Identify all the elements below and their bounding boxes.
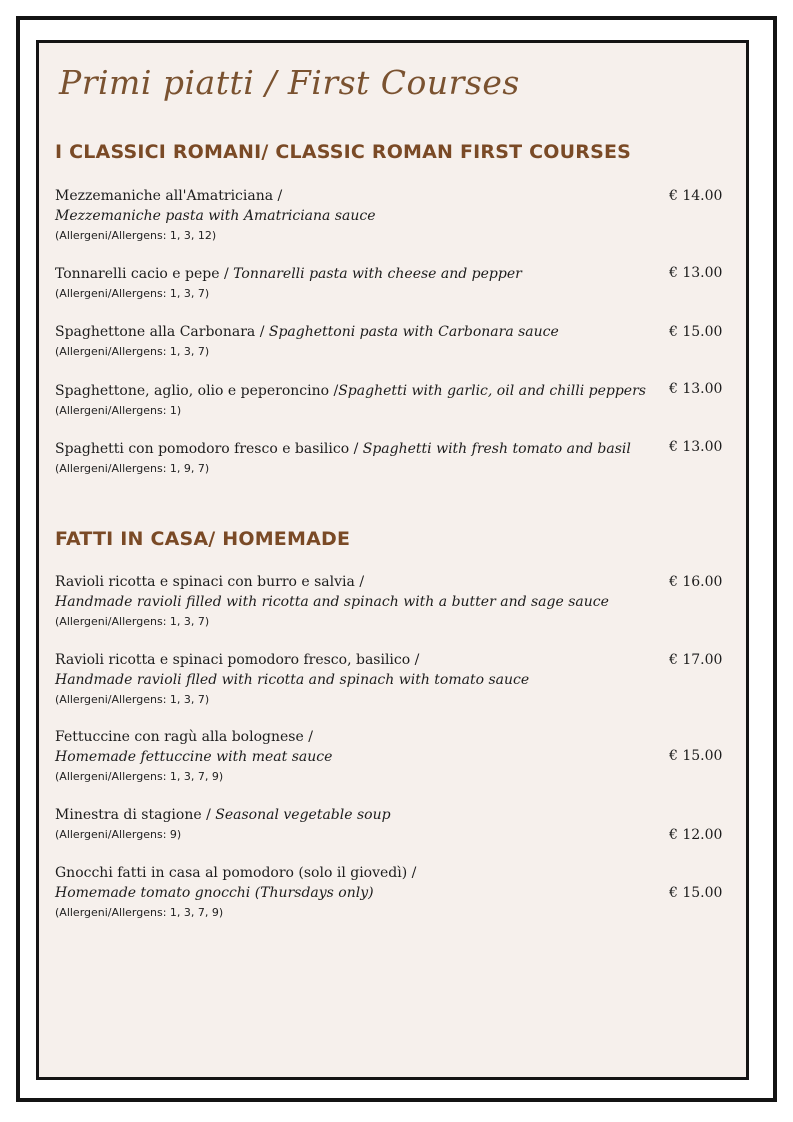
- item-english: Seasonal vegetable soup: [215, 807, 391, 823]
- item-price: € 17.00: [669, 652, 723, 668]
- item-english: Handmade ravioli flled with ricotta and spinach with tomato sauce: [55, 672, 530, 688]
- item-english: Tonnarelli pasta with cheese and pepper: [233, 266, 522, 282]
- item-name: Fettuccine con ragù alla bolognese /: [55, 729, 313, 745]
- frame-line-top: [16, 16, 777, 20]
- menu-item: [55, 322, 735, 362]
- item-allergens: (Allergeni/Allergens: 1, 3, 7): [55, 345, 210, 358]
- menu-item: [55, 186, 735, 246]
- menu-item: [55, 572, 735, 632]
- item-name: Ravioli ricotta e spinaci pomodoro fresco, basilico /: [55, 652, 420, 668]
- menu-panel: [36, 40, 749, 1080]
- menu-item: [55, 650, 735, 710]
- item-allergens: (Allergeni/Allergens: 9): [55, 828, 182, 841]
- item-allergens: (Allergeni/Allergens: 1, 3, 7, 9): [55, 906, 224, 919]
- item-allergens: (Allergeni/Allergens: 1, 3, 7, 9): [55, 770, 224, 783]
- item-name: Tonnarelli cacio e pepe /: [55, 266, 234, 282]
- item-name: Gnocchi fatti in casa al pomodoro (solo il giovedì) /: [55, 865, 417, 881]
- frame-line-right: [773, 16, 777, 1102]
- item-price: € 15.00: [669, 885, 723, 901]
- menu-item: [55, 264, 735, 304]
- item-allergens: (Allergeni/Allergens: 1, 3, 7): [55, 693, 210, 706]
- item-english: Handmade ravioli filled with ricotta and spinach with a butter and sage sauce: [55, 594, 609, 610]
- item-name: Mezzemaniche all'Amatriciana /: [55, 188, 283, 204]
- item-english: Homemade tomato gnocchi (Thursdays only): [55, 885, 374, 901]
- item-price: € 12.00: [669, 827, 723, 843]
- item-price: € 16.00: [669, 574, 723, 590]
- item-name: Spaghettone alla Carbonara /: [55, 324, 269, 340]
- frame-line-bottom: [16, 1098, 777, 1102]
- item-english: Homemade fettuccine with meat sauce: [55, 749, 333, 765]
- item-english: Spaghettoni pasta with Carbonara sauce: [268, 324, 559, 340]
- item-price: € 13.00: [669, 439, 723, 455]
- item-name: Spaghettone, aglio, olio e peperoncino /: [55, 383, 339, 399]
- item-allergens: (Allergeni/Allergens: 1, 3, 12): [55, 229, 217, 242]
- item-name: Ravioli ricotta e spinaci con burro e salvia /: [55, 574, 365, 590]
- item-allergens: (Allergeni/Allergens: 1): [55, 404, 182, 417]
- item-allergens: (Allergeni/Allergens: 1, 9, 7): [55, 462, 210, 475]
- item-price: € 15.00: [669, 748, 723, 764]
- menu-item: [55, 727, 735, 787]
- menu-item: [55, 439, 735, 479]
- page-title: Primi piatti / First Courses: [59, 63, 520, 102]
- section-title-homemade: FATTI IN CASA/ HOMEMADE: [55, 528, 351, 550]
- item-english: Mezzemaniche pasta with Amatriciana sauce: [55, 208, 376, 224]
- item-english: Spaghetti with garlic, oil and chilli peppers: [338, 383, 646, 399]
- item-name: Minestra di stagione /: [55, 807, 216, 823]
- item-english: Spaghetti with fresh tomato and basil: [362, 441, 631, 457]
- item-allergens: (Allergeni/Allergens: 1, 3, 7): [55, 615, 210, 628]
- item-price: € 13.00: [669, 265, 723, 281]
- item-name: Spaghetti con pomodoro fresco e basilico /: [55, 441, 363, 457]
- item-price: € 14.00: [669, 188, 723, 204]
- section-title-classici: I CLASSICI ROMANI/ CLASSIC ROMAN FIRST COURSES: [55, 141, 632, 163]
- menu-item: [55, 381, 735, 421]
- item-price: € 15.00: [669, 324, 723, 340]
- frame-line-left: [16, 16, 20, 1102]
- item-price: € 13.00: [669, 381, 723, 397]
- item-allergens: (Allergeni/Allergens: 1, 3, 7): [55, 287, 210, 300]
- menu-item: [55, 805, 735, 845]
- menu-item: [55, 863, 735, 923]
